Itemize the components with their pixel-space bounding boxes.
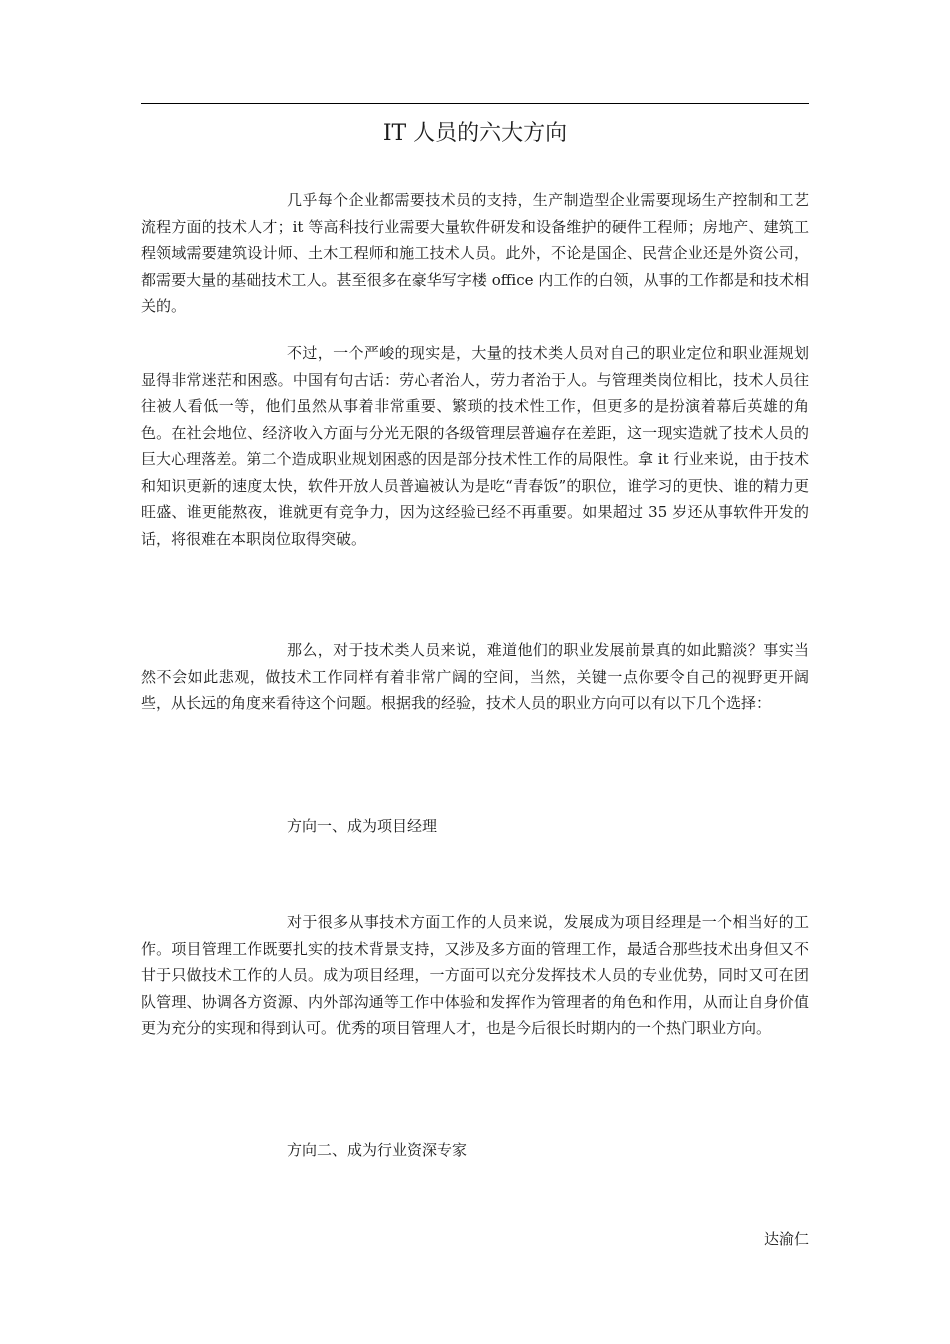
paragraph-reality: 不过，一个严峻的现实是，大量的技术类人员对自己的职业定位和职业涯规划显得非常迷茫和困惑。中国有句古话：劳心者治人，劳力者治于人。与管理类岗位相比，技术人员往往被人看低一等，他们虽然从事着非常重要、繁琐的技术性工作，但更多的是扮演着幕后英雄的角色。在社会地位、经济收入方面与分光无限的各级管理层普遍存在差距，这一现实造就了技术人员的巨大心理落差。第二个造成职业规划困惑的因是部分技术性工作的局限性。拿 it 行业来说，由于技术和知识更新的速度太快，软件开放人员普遍被认为是吃“青春饭”的职位，谁学习的更快、谁的精力更旺盛、谁更能熬夜，谁就更有竞争力，因为这经验已经不再重要。如果超过 35 岁还从事软件开发的话，将很难在本职岗位取得突破。	[141, 344, 809, 548]
paragraph-intro: 几乎每个企业都需要技术员的支持，生产制造型企业需要现场生产控制和工艺流程方面的技术人才；it 等高科技行业需要大量软件研发和设备维护的硬件工程师；房地产、建筑工程领域需要建筑设计师、土木工程师和施工技术人员。此外，不论是国企、民营企业还是外资公司，都需要大量的基础技术工人。甚至很多在豪华写字楼 office 内工作的白领，从事的工作都是和技术相关的。	[141, 191, 809, 315]
paragraph-outlook: 那么，对于技术类人员来说，难道他们的职业发展前景真的如此黯淡？事实当然不会如此悲观，做技术工作同样有着非常广阔的空间，当然，关键一点你要令自己的视野更开阔些，从长远的角度来看待这个问题。根据我的经验，技术人员的职业方向可以有以下几个选择：	[141, 641, 809, 712]
paragraph-project-manager: 对于很多从事技术方面工作的人员来说，发展成为项目经理是一个相当好的工作。项目管理工作既要扎实的技术背景支持，又涉及多方面的管理工作，最适合那些技术出身但又不甘于只做技术工作的人员。成为项目经理，一方面可以充分发挥技术人员的专业优势，同时又可在团队管理、协调各方资源、内外部沟通等工作中体验和发挥作为管理者的角色和作用，从而让自身价值更为充分的实现和得到认可。优秀的项目管理人才，也是今后很长时期内的一个热门职业方向。	[141, 913, 809, 1037]
section-heading-2: 方向二、成为行业资深专家	[287, 1141, 468, 1159]
page-title: IT 人员的六大方向	[382, 121, 568, 146]
author-name: 达渝仁	[763, 1230, 809, 1248]
section-heading-1: 方向一、成为项目经理	[287, 817, 438, 835]
header-rule	[141, 103, 809, 104]
